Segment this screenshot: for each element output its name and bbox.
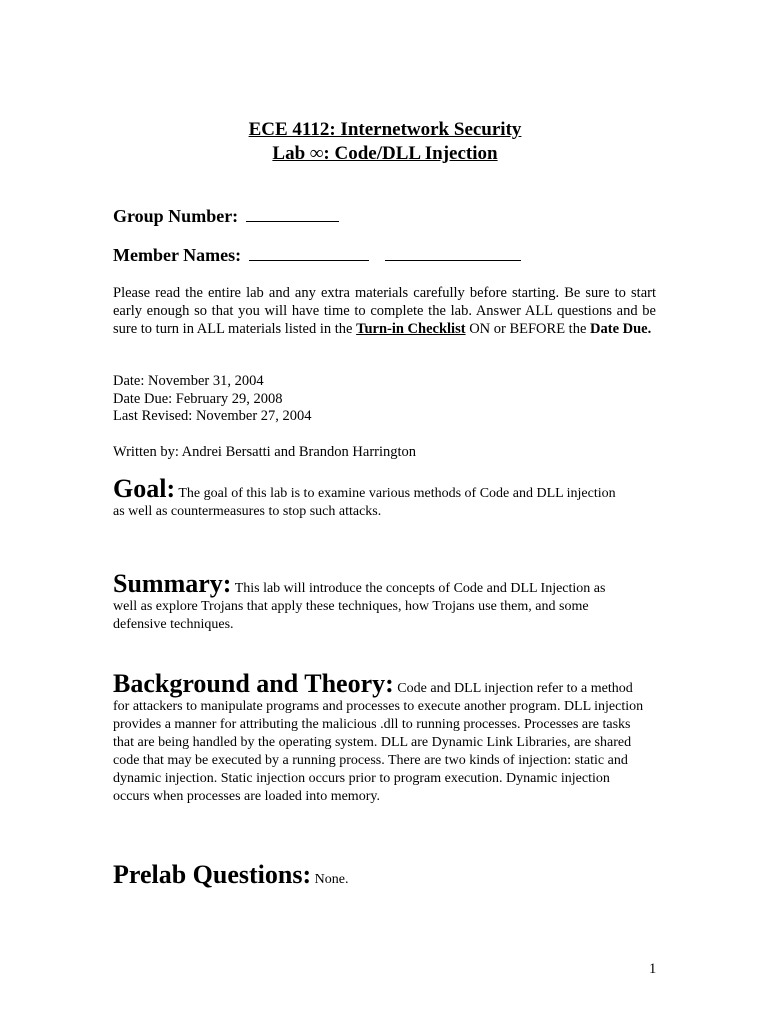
turn-in-checklist-ref: Turn-in Checklist xyxy=(356,321,466,337)
member-name-blank-2[interactable] xyxy=(385,246,521,261)
summary-section xyxy=(113,569,673,634)
page-number: 1 xyxy=(649,961,657,977)
summary-heading: Summary: xyxy=(113,569,232,598)
title-line-course: ECE 4112: Internetwork Security xyxy=(248,119,522,140)
dates-block xyxy=(113,373,312,426)
summary-line1: This lab will introduce the concepts of Code and DLL Injection as xyxy=(234,581,606,596)
goal-line1: The goal of this lab is to examine various methods of Code and DLL injection xyxy=(178,486,616,501)
group-number-field xyxy=(113,206,339,227)
goal-heading: Goal: xyxy=(113,474,176,503)
title-line-lab: Lab ∞: Code/DLL Injection xyxy=(272,143,498,164)
background-text: for attackers to manipulate programs and processes to execute another program. DLL injection provides a manner for attributing the malicious .dll to running processes. Processes are tasks that are being handled by the operating system. DLL are Dynamic Link Libraries, are shared code that may be executed by a running process. There are two kinds of injection: static and dynamic injection. Static injection occurs prior to program execution. Dynamic injection occurs when processes are loaded into memory. xyxy=(113,699,644,804)
member-names-label: Member Names: xyxy=(113,245,242,265)
prelab-heading: Prelab Questions: xyxy=(113,860,312,889)
goal-text: as well as countermeasures to stop such attacks. xyxy=(113,504,382,519)
prelab-section xyxy=(113,860,673,889)
date-due-ref: Date Due. xyxy=(590,321,652,337)
date-due-line: Date Due: February 29, 2008 xyxy=(113,390,283,407)
member-name-blank-1[interactable] xyxy=(249,246,369,261)
group-number-label: Group Number: xyxy=(113,206,239,226)
last-revised-line: Last Revised: November 27, 2004 xyxy=(113,408,312,424)
group-number-blank[interactable] xyxy=(246,207,339,222)
date-line: Date: November 31, 2004 xyxy=(113,373,264,389)
document-title xyxy=(0,118,770,166)
goal-section xyxy=(113,474,673,521)
background-section xyxy=(113,669,673,806)
author-line: Written by: Andrei Bersatti and Brandon Harrington xyxy=(113,444,417,460)
intro-paragraph: Please read the entire lab and any extra materials carefully before starting. Be sure to start early enough so that you will have time to complete the lab. Answer ALL questions and be sure to turn in ALL materials listed in the Turn-in Checklist ON or BEFORE the Date Due. xyxy=(113,285,656,337)
summary-text: well as explore Trojans that apply these techniques, how Trojans use them, and some defensive techniques. xyxy=(113,599,589,632)
prelab-text: None. xyxy=(314,872,349,887)
member-names-field xyxy=(113,245,521,266)
background-line1: Code and DLL injection refer to a method xyxy=(397,681,633,696)
background-heading: Background and Theory: xyxy=(113,669,394,698)
